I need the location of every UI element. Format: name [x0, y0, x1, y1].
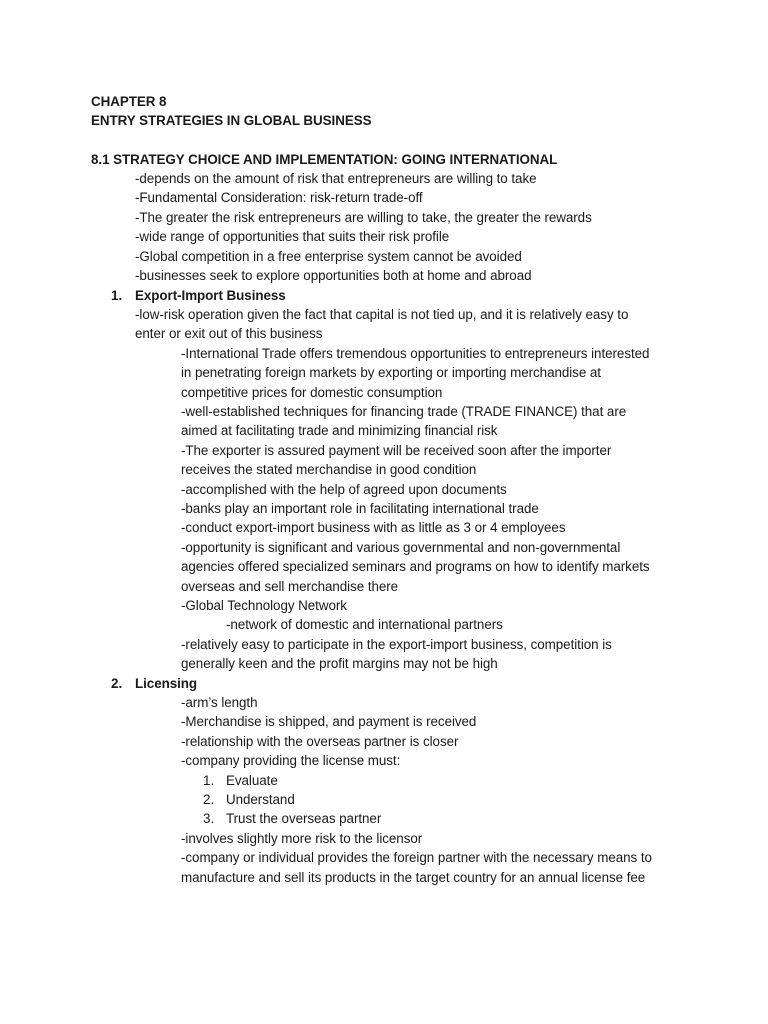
export-import-title: Export-Import Business — [135, 288, 286, 303]
export-import-subline: -well-established techniques for financing trade (TRADE FINANCE) that are — [181, 404, 627, 419]
list-number: 2. — [111, 676, 123, 691]
licensing-line: manufacture and sell its products in the target country for an annual license fee — [181, 870, 646, 885]
section-heading: 8.1 STRATEGY CHOICE AND IMPLEMENTATION: GOING INTERNATIONAL — [91, 152, 558, 167]
sublist-number: 1. — [203, 773, 215, 788]
export-import-subline: -International Trade offers tremendous opportunities to entrepreneurs interested — [181, 346, 650, 361]
licensing-line: -company or individual provides the foreign partner with the necessary means to — [181, 850, 652, 865]
export-import-nested-line: -network of domestic and international partners — [226, 617, 503, 632]
licensing-line: -Merchandise is shipped, and payment is received — [181, 714, 477, 729]
export-import-subline: -conduct export-import business with as little as 3 or 4 employees — [181, 520, 566, 535]
export-import-subline: -opportunity is significant and various governmental and non-governmental — [181, 540, 621, 555]
sublist-item: Trust the overseas partner — [226, 811, 382, 826]
sublist-number: 2. — [203, 792, 215, 807]
export-import-subline: agencies offered specialized seminars and programs on how to identify markets — [181, 559, 650, 574]
export-import-subline: -banks play an important role in facilitating international trade — [181, 501, 539, 516]
sublist-item: Understand — [226, 792, 295, 807]
chapter-label: CHAPTER 8 — [91, 94, 167, 109]
export-import-line: -low-risk operation given the fact that capital is not tied up, and it is relatively easy to — [135, 307, 629, 322]
licensing-title: Licensing — [135, 676, 198, 691]
export-import-subline: -The exporter is assured payment will be received soon after the importer — [181, 443, 612, 458]
sublist-number: 3. — [203, 811, 215, 826]
export-import-closing: generally keen and the profit margins may not be high — [181, 656, 498, 671]
licensing-line: -company providing the license must: — [181, 753, 401, 768]
intro-line: -The greater the risk entrepreneurs are willing to take, the greater the rewards — [135, 210, 592, 225]
chapter-title: ENTRY STRATEGIES IN GLOBAL BUSINESS — [91, 113, 372, 128]
export-import-subline: -Global Technology Network — [181, 598, 347, 613]
list-number: 1. — [111, 288, 123, 303]
export-import-subline: receives the stated merchandise in good condition — [181, 462, 477, 477]
export-import-line: enter or exit out of this business — [135, 326, 323, 341]
export-import-subline: overseas and sell merchandise there — [181, 579, 399, 594]
export-import-subline: competitive prices for domestic consumption — [181, 385, 443, 400]
intro-line: -Global competition in a free enterprise system cannot be avoided — [135, 249, 522, 264]
intro-line: -depends on the amount of risk that entrepreneurs are willing to take — [135, 171, 537, 186]
licensing-line: -relationship with the overseas partner is closer — [181, 734, 459, 749]
licensing-line: -involves slightly more risk to the licensor — [181, 831, 423, 846]
export-import-subline: aimed at facilitating trade and minimizing financial risk — [181, 423, 498, 438]
export-import-closing: -relatively easy to participate in the export-import business, competition is — [181, 637, 612, 652]
intro-line: -Fundamental Consideration: risk-return trade-off — [135, 190, 423, 205]
export-import-subline: in penetrating foreign markets by exporting or importing merchandise at — [181, 365, 601, 380]
sublist-item: Evaluate — [226, 773, 278, 788]
export-import-subline: -accomplished with the help of agreed upon documents — [181, 482, 507, 497]
intro-line: -wide range of opportunities that suits their risk profile — [135, 229, 450, 244]
licensing-line: -arm’s length — [181, 695, 258, 710]
intro-line: -businesses seek to explore opportunities both at home and abroad — [135, 268, 532, 283]
